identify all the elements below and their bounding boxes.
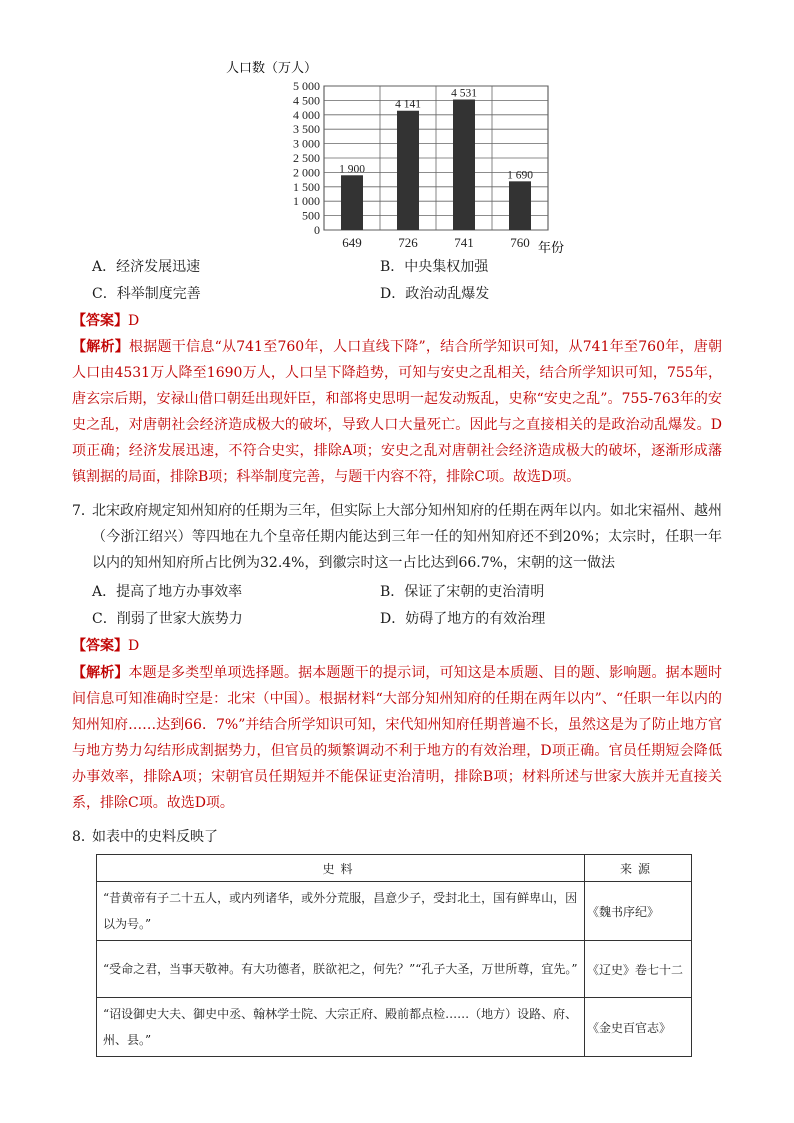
answer-value: D <box>128 638 140 654</box>
y-axis-label: 人口数（万人） <box>226 60 318 75</box>
table-row <box>97 998 692 1057</box>
bar-726 <box>397 111 419 230</box>
bar-value-label: 1 900 <box>339 163 365 176</box>
bar-value-label: 1 690 <box>507 169 533 182</box>
y-tick-labels <box>293 79 320 237</box>
q7-option-b[interactable]: B．保证了宋朝的吏治清明 <box>380 584 545 600</box>
y-tick-label: 4 000 <box>293 107 320 122</box>
answer-tag: 【答案】 <box>72 313 128 329</box>
material-cell: “受命之君，当事天敬神。有大功德者，朕欲祀之，何先？”“孔子大圣，万世所尊，宜先。” <box>97 941 585 998</box>
y-tick-label: 3 500 <box>293 122 320 137</box>
source-table <box>96 854 692 1057</box>
x-axis-label: 年份 <box>538 240 565 255</box>
header-material: 史料 <box>97 855 585 882</box>
table-row <box>97 941 692 998</box>
analysis-text: 根据题干信息“从741至760年，人口直线下降”，结合所学知识可知，从741年至760年，唐朝人口由4531万人降至1690万人，人口呈下降趋势，可知与安史之乱相关，结合所学知识可知，755年，唐玄宗后期，安禄山借口朝廷出现奸臣，和部将史思明一起发动叛乱，史称“安史之乱”。755-763年的安史之乱，对唐朝社会经济造成极大的破坏，导致人口大量死亡。因此与之直接相关的是政治动乱爆发。D项正确；经济发展迅速，不符合史实，排除A项；安史之乱对唐朝社会经济造成极大的破坏，逐渐形成藩镇割据的局面，排除B项；科举制度完善，与题干内容不符，排除C项。故选D项。 <box>72 339 722 485</box>
bar-760 <box>509 181 531 230</box>
y-tick-label: 2 000 <box>293 165 320 180</box>
y-tick-label: 1 500 <box>293 179 320 194</box>
q8-stem: 如表中的史料反映了 <box>92 829 218 845</box>
material-cell: “诏设御史大夫、御史中丞、翰林学士院、大宗正府、殿前都点检……（地方）设路、府、州、县。” <box>97 998 585 1057</box>
population-bar-chart <box>224 56 584 256</box>
q7-analysis <box>72 660 722 816</box>
header-source: 来源 <box>585 855 692 882</box>
y-tick-label: 1 000 <box>293 194 320 209</box>
y-tick-label: 3 000 <box>293 136 320 151</box>
material-cell: “昔黄帝有子二十五人，或内列诸华，或外分荒服，昌意少子，受封北土，国有鲜卑山，因以为号。” <box>97 882 585 941</box>
q6-option-c[interactable]: C．科举制度完善 <box>92 286 201 302</box>
q8-number: 8． <box>72 829 95 845</box>
answer-value: D <box>128 313 140 329</box>
table-header-row <box>97 855 692 882</box>
x-tick-label: 726 <box>398 235 418 250</box>
bar-649 <box>341 175 363 230</box>
y-tick-label: 500 <box>302 208 320 223</box>
source-cell: 《辽史》卷七十二 <box>585 941 692 998</box>
chart-canvas <box>224 56 584 256</box>
q7-answer <box>72 636 722 656</box>
x-tick-label: 741 <box>454 235 474 250</box>
q7-option-d[interactable]: D．妨碍了地方的有效治理 <box>380 611 546 627</box>
q7-option-a[interactable]: A．提高了地方办事效率 <box>92 584 243 600</box>
y-tick-label: 5 000 <box>293 79 320 93</box>
bar-value-label: 4 141 <box>395 98 421 111</box>
source-cell: 《魏书序纪》 <box>585 882 692 941</box>
y-tick-label: 0 <box>314 223 320 237</box>
x-tick-label: 760 <box>510 235 530 250</box>
y-tick-label: 2 500 <box>293 151 320 165</box>
analysis-text: 本题是多类型单项选择题。据本题题干的提示词，可知这是本质题、目的题、影响题。据本题时间信息可知准确时空是：北宋（中国）。根据材料“大部分知州知府的任期在两年以内”、“任职一年以内的知州知府……达到66．7%”并结合所学知识可知，宋代知州知府任期普遍不长，虽然这是为了防止地方官与地方势力勾结形成割据势力，但官员的频繁调动不利于地方的有效治理，D项正确。官员任期短会降低办事效率，排除A项；宋朝官员任期短并不能保证吏治清明，排除B项；材料所述与世家大族并无直接关系，排除C项。故选D项。 <box>72 665 723 811</box>
q7-stem: 北宋政府规定知州知府的任期为三年，但实际上大部分知州知府的任期在两年以内。如北宋福州、越州（今浙江绍兴）等四地在九个皇帝任期内能达到三年一任的知州知府还不到20%；太宗时，任职一年以内的知州知府所占比例为32.4%，到徽宗时这一占比达到66.7%，宋朝的这一做法 <box>92 503 722 571</box>
bar-741 <box>453 100 475 230</box>
q6-option-d[interactable]: D．政治动乱爆发 <box>380 286 490 302</box>
x-tick-labels <box>342 235 530 250</box>
source-cell: 《金史百官志》 <box>585 998 692 1057</box>
analysis-tag: 【解析】 <box>72 665 129 681</box>
x-tick-label: 649 <box>342 235 362 250</box>
q6-analysis <box>72 334 722 490</box>
q7-option-c[interactable]: C．削弱了世家大族势力 <box>92 611 243 627</box>
y-tick-label: 4 500 <box>293 93 320 108</box>
bar-value-label: 4 531 <box>451 87 477 100</box>
table-row <box>97 882 692 941</box>
q7-number: 7． <box>72 503 95 519</box>
analysis-tag: 【解析】 <box>72 339 130 355</box>
answer-tag: 【答案】 <box>72 638 128 654</box>
q6-option-a[interactable]: A．经济发展迅速 <box>92 259 201 275</box>
q6-option-b[interactable]: B．中央集权加强 <box>380 259 489 275</box>
q6-answer <box>72 311 722 331</box>
